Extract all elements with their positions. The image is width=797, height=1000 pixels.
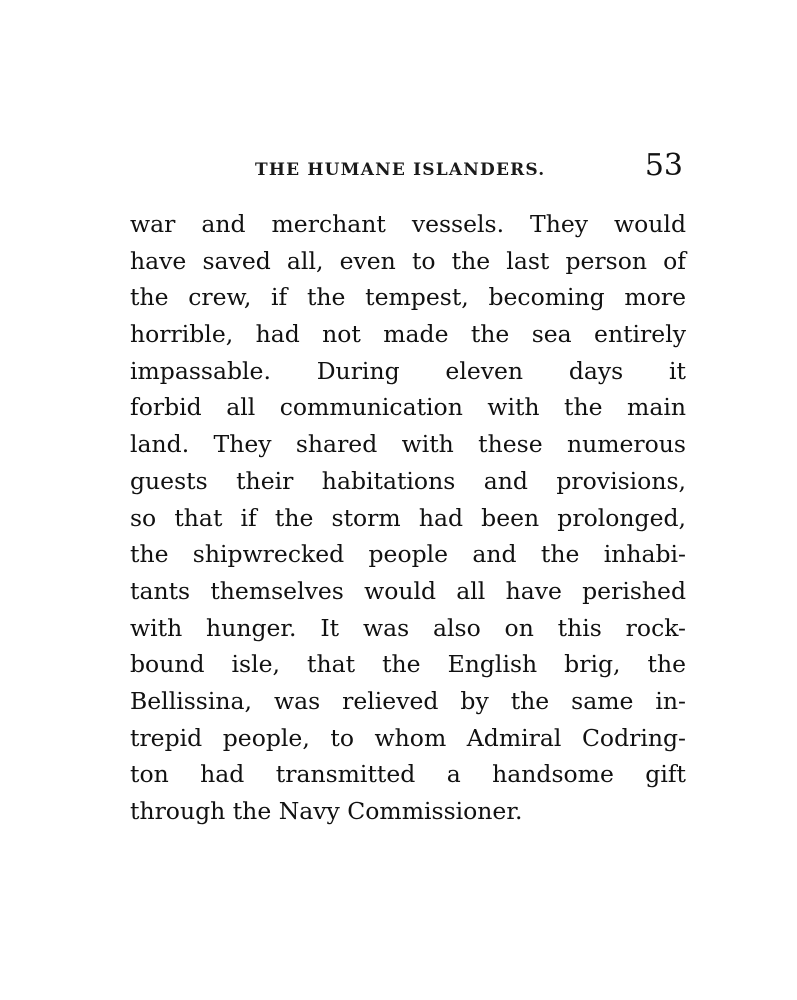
- text-line: guests their habitations and provisions,: [130, 466, 686, 495]
- text-line: Bellissina, was relieved by the same in-: [130, 686, 686, 715]
- text-line: trepid people, to whom Admiral Codring-: [130, 723, 686, 752]
- text-line: the crew, if the tempest, becoming more: [130, 283, 686, 312]
- text-line: forbid all communication with the main: [130, 393, 686, 422]
- text-line: land. They shared with these numerous: [130, 430, 686, 459]
- page-number: 53: [644, 148, 683, 183]
- text-line: war and merchant vessels. They would: [130, 210, 686, 238]
- text-line: ton had transmitted a handsome gift: [130, 760, 686, 789]
- text-line: the shipwrecked people and the inhabi-: [130, 540, 686, 569]
- text-line: tants themselves would all have perished: [130, 576, 686, 605]
- text-line: with hunger. It was also on this rock-: [130, 613, 686, 642]
- text-line: have saved all, even to the last person of: [130, 246, 686, 275]
- text-line: so that if the storm had been prolonged,: [130, 503, 686, 532]
- text-line: horrible, had not made the sea entirely: [130, 320, 686, 349]
- running-head: THE HUMANE ISLANDERS.: [255, 160, 546, 180]
- text-line: impassable. During eleven days it: [130, 356, 686, 385]
- text-line: bound isle, that the English brig, the: [130, 650, 686, 679]
- body-text: [130, 206, 686, 830]
- text-line: through the Navy Commissioner.: [130, 797, 523, 825]
